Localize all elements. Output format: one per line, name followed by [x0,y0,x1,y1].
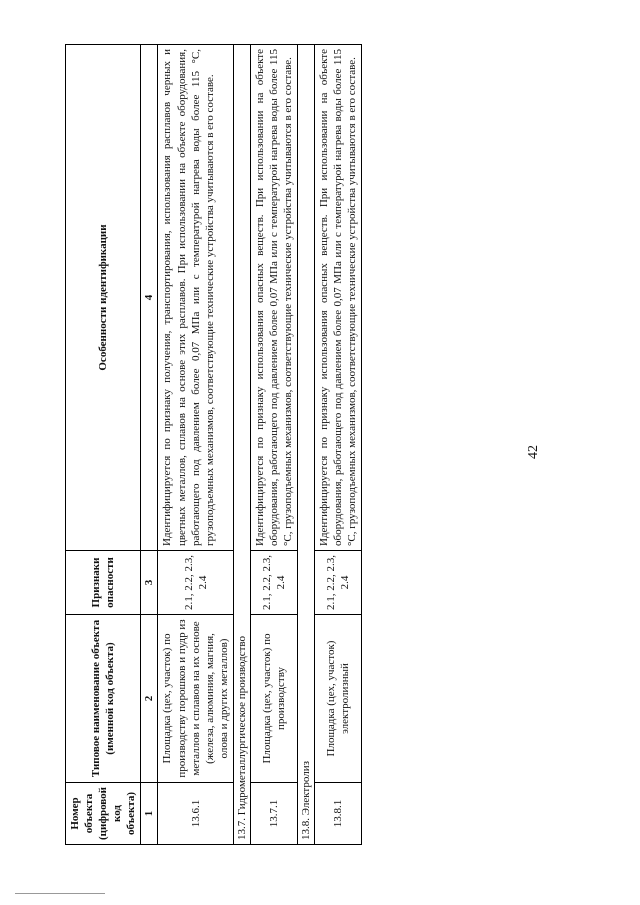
table-row [250,45,297,845]
column-number: 4 [141,45,158,551]
object-name: Площадка (цех, участок) по производству [250,615,297,783]
object-code: 13.6.1 [158,783,233,845]
column-number: 1 [141,783,158,845]
header-identification-features: Особенности идентификации [66,45,141,551]
rotated-table-wrapper [65,45,415,845]
column-number-row [141,45,158,845]
danger-signs: 2.1, 2.2, 2.3, 2.4 [315,551,362,615]
identification-table [65,44,362,845]
column-number: 3 [141,551,158,615]
identification-features: Идентифицируется по признаку использования опасных веществ. При использовании на объекте оборудования, работающего под давлением более 0,07 МПа или с температурой нагрева воды более 115 °С, грузоподъемных механизмов, соответствующие технические устройства учитываются в его составе. [315,45,362,551]
section-row [298,45,315,845]
column-number: 2 [141,615,158,783]
section-row [233,45,250,845]
danger-signs: 2.1, 2.2, 2.3, 2.4 [250,551,297,615]
identification-features: Идентифицируется по признаку использования опасных веществ. При использовании на объекте оборудования, работающего под давлением более 0,07 МПа или с температурой нагрева воды более 115 °С, грузоподъемных механизмов, соответствующие технические устройства учитываются в его составе. [250,45,297,551]
section-title: 13.8. Электролиз [298,45,315,845]
object-code: 13.8.1 [315,783,362,845]
header-danger-signs: Признаки опасности [66,551,141,615]
table-row [158,45,233,845]
identification-features: Идентифицируется по признаку получения, транспортирования, использования расплавов черных и цветных металлов, сплавов на основе этих расплавов. При использовании на объекте оборудования, работающего под давлением более 0,07 МПа или с температурой нагрева воды более 115 °С, грузоподъемных механизмов, соответствующие технические устройства учитываются в его составе. [158,45,233,551]
header-object-name: Типовое наименование объекта (именной код объекта) [66,615,141,783]
page-number: 42 [526,445,541,459]
footer-rule [15,893,105,894]
header-object-number: Номер объекта (цифровой код объекта) [66,783,141,845]
table-header-row [66,45,141,845]
object-code: 13.7.1 [250,783,297,845]
object-name: Площадка (цех, участок) по производству порошков и пудр из металлов и сплавов на их основе (железа, алюминия, магния, олова и других металлов) [158,615,233,783]
section-title: 13.7. Гидрометаллургическое производство [233,45,250,845]
table-row [315,45,362,845]
object-name: Площадка (цех, участок) электролизный [315,615,362,783]
danger-signs: 2.1, 2.2, 2.3, 2.4 [158,551,233,615]
